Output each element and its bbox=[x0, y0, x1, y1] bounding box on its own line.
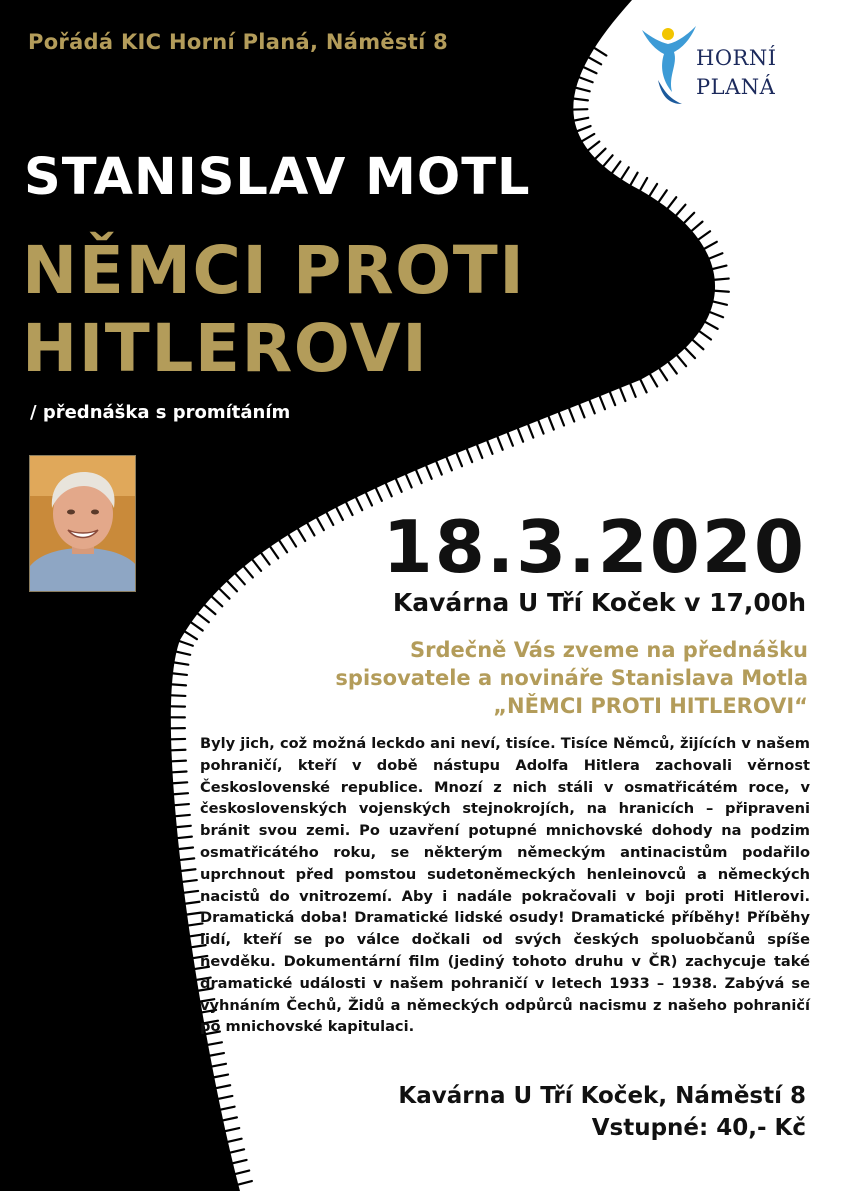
tick-mark bbox=[590, 400, 595, 413]
venue-address: Kavárna U Tří Koček, Náměstí 8 bbox=[398, 1083, 806, 1109]
tick-mark bbox=[582, 134, 594, 141]
tick-mark bbox=[177, 826, 191, 827]
tick-mark bbox=[700, 331, 711, 339]
tick-mark bbox=[576, 88, 590, 92]
event-title-line2: HITLEROVI bbox=[22, 310, 429, 387]
tick-mark bbox=[298, 529, 305, 541]
tick-mark bbox=[574, 118, 588, 121]
tick-mark bbox=[406, 475, 412, 488]
tick-mark bbox=[376, 488, 382, 501]
tick-mark bbox=[620, 388, 625, 401]
tick-mark bbox=[223, 1117, 237, 1120]
tick-mark bbox=[467, 449, 472, 462]
horni-plana-logo bbox=[638, 20, 828, 110]
tick-mark bbox=[173, 771, 187, 772]
tick-mark bbox=[317, 518, 324, 530]
tick-mark bbox=[559, 413, 564, 426]
tick-mark bbox=[426, 466, 431, 479]
invitation-line1: Srdečně Vás zveme na přednášku bbox=[409, 638, 808, 662]
tick-mark bbox=[600, 396, 605, 409]
tick-mark bbox=[178, 837, 192, 838]
tick-mark bbox=[244, 567, 253, 578]
tick-mark bbox=[212, 597, 222, 606]
tick-mark bbox=[216, 1085, 230, 1088]
tick-mark bbox=[595, 48, 607, 55]
tick-mark bbox=[221, 1107, 235, 1110]
tick-mark bbox=[183, 880, 197, 882]
tick-mark bbox=[487, 441, 492, 454]
tick-mark bbox=[589, 57, 601, 64]
tick-mark bbox=[366, 493, 372, 506]
admission-price: Vstupné: 40,- Kč bbox=[591, 1115, 806, 1141]
tick-mark bbox=[172, 761, 186, 762]
tick-mark bbox=[228, 1139, 242, 1142]
tick-mark bbox=[574, 99, 588, 101]
tick-mark bbox=[659, 190, 667, 202]
tick-mark bbox=[261, 553, 269, 564]
tick-mark bbox=[171, 750, 185, 751]
organizer-line: Pořádá KIC Horní Planá, Náměstí 8 bbox=[28, 30, 449, 54]
invitation-line2: spisovatele a novináře Stanislava Motla bbox=[335, 666, 808, 690]
tick-mark bbox=[596, 149, 606, 159]
tick-mark bbox=[668, 197, 677, 208]
tick-mark bbox=[715, 279, 729, 280]
tick-mark bbox=[518, 429, 523, 442]
tick-mark bbox=[186, 902, 200, 904]
tick-mark bbox=[604, 155, 613, 166]
tick-mark bbox=[182, 869, 196, 871]
tick-mark bbox=[705, 322, 717, 329]
tick-mark bbox=[356, 498, 362, 511]
tick-mark bbox=[610, 392, 615, 405]
event-subtitle: / přednáška s promítáním bbox=[30, 402, 291, 423]
tick-mark bbox=[327, 513, 334, 525]
tick-mark bbox=[569, 408, 574, 421]
tick-mark bbox=[214, 1075, 228, 1078]
tick-mark bbox=[396, 479, 402, 492]
event-description: Byly jich, což možná leckdo ani neví, tisíce. Tisíce Němců, žijících v našem pohraničí, kteří v době nástupu Adolfa Hitlera zachovali věrnost Československé republice. Mnozí z nich stáli v osmatřicátém roce, v československých vojenských stejnokrojích, na hranicích – připraveni bránit svou zemi. Po uzavření potupné mnichovské dohody na podzim osmatřicátého roku, se některým německým antinacistům podařilo uprchnout před pomstou sudetoněmeckých henleinovců a německých nacistů do vnitrozemí. Aby i nadále pokračovali v boji proti Hitlerovi. Dramatická doba! Dramatické lidské osudy! Dramatické příběhy! Příběhy lidí, kteří se po válce dočkali od svých českých spoluobčanů spíše nevděku. Dokumentární film (jediný tohoto druhu v ČR) zachycuje také dramatické události v našem pohraničí v letech 1933 – 1938. Zabývá se vyhnáním Čechů, Židů a německých odpůrců nacismu z našeho pohraničí po mnichovské kapitulaci. bbox=[200, 735, 810, 1036]
tick-mark bbox=[705, 242, 717, 249]
tick-mark bbox=[715, 291, 729, 292]
tick-mark bbox=[307, 523, 314, 535]
tick-mark bbox=[685, 348, 695, 358]
tick-mark bbox=[669, 362, 677, 373]
tick-mark bbox=[253, 560, 262, 571]
tick-mark bbox=[171, 695, 185, 696]
tick-mark bbox=[693, 340, 704, 349]
tick-mark bbox=[220, 589, 230, 599]
tick-mark bbox=[212, 1064, 226, 1067]
tick-mark bbox=[187, 913, 201, 915]
tick-mark bbox=[236, 574, 245, 585]
tick-mark bbox=[588, 142, 599, 151]
invitation-text bbox=[188, 636, 808, 720]
tick-mark bbox=[289, 535, 296, 547]
speaker-name: STANISLAV MOTL bbox=[24, 148, 531, 207]
tick-mark bbox=[579, 404, 584, 417]
swimmer-logo-icon bbox=[638, 20, 698, 110]
tick-mark bbox=[640, 178, 647, 190]
tick-mark bbox=[684, 213, 694, 223]
tick-mark bbox=[346, 503, 352, 516]
tick-mark bbox=[208, 1042, 222, 1045]
tick-mark bbox=[205, 605, 216, 614]
tick-mark bbox=[713, 266, 727, 269]
tick-mark bbox=[538, 421, 543, 434]
tick-mark bbox=[710, 312, 723, 317]
tick-mark bbox=[336, 508, 342, 520]
tick-mark bbox=[198, 614, 209, 623]
tick-mark bbox=[173, 673, 187, 675]
tick-mark bbox=[457, 453, 462, 466]
tick-mark bbox=[176, 815, 190, 816]
event-title bbox=[22, 232, 662, 388]
tick-mark bbox=[447, 457, 452, 470]
tick-mark bbox=[676, 205, 685, 216]
tick-mark bbox=[236, 1171, 250, 1174]
tick-mark bbox=[172, 684, 186, 685]
tick-mark bbox=[621, 167, 629, 179]
invitation-line3: „NĚMCI PROTI HITLEROVI“ bbox=[493, 694, 808, 718]
tick-mark bbox=[179, 847, 193, 849]
logo-text-line2: PLANÁ bbox=[696, 75, 776, 99]
speaker-photo bbox=[29, 455, 136, 592]
tick-mark bbox=[174, 793, 188, 794]
tick-mark bbox=[416, 470, 422, 483]
tick-mark bbox=[692, 222, 703, 231]
tick-mark bbox=[219, 1096, 233, 1099]
venue-and-time: Kavárna U Tří Koček v 17,00h bbox=[392, 588, 806, 617]
tick-mark bbox=[498, 437, 503, 450]
tick-mark bbox=[631, 173, 638, 185]
tick-mark bbox=[477, 445, 482, 458]
tick-mark bbox=[386, 484, 392, 497]
tick-mark bbox=[233, 1160, 247, 1163]
tick-mark bbox=[577, 126, 590, 131]
tick-mark bbox=[184, 891, 198, 893]
tick-mark bbox=[173, 782, 187, 783]
tick-mark bbox=[238, 1181, 252, 1185]
tick-mark bbox=[650, 184, 657, 196]
tick-mark bbox=[270, 547, 278, 558]
tick-mark bbox=[210, 1053, 224, 1056]
tick-mark bbox=[180, 858, 194, 860]
tick-mark bbox=[584, 67, 597, 73]
tick-mark bbox=[713, 302, 727, 305]
tick-mark bbox=[677, 355, 686, 366]
tick-mark bbox=[580, 77, 593, 82]
event-date: 18.3.2020 bbox=[382, 505, 806, 589]
tick-mark bbox=[436, 462, 441, 475]
logo-text-line1: HORNÍ bbox=[696, 46, 777, 70]
tick-mark bbox=[230, 1149, 244, 1152]
tick-mark bbox=[549, 417, 554, 430]
tick-mark bbox=[227, 581, 237, 591]
tick-mark bbox=[226, 1128, 240, 1131]
tick-mark bbox=[709, 253, 722, 258]
tick-mark bbox=[174, 662, 188, 664]
tick-mark bbox=[612, 162, 620, 173]
event-title-line1: NĚMCI PROTI bbox=[22, 232, 526, 309]
speaker-portrait-illustration bbox=[30, 456, 136, 592]
tick-mark bbox=[699, 231, 710, 239]
tick-mark bbox=[175, 804, 189, 805]
tick-mark bbox=[279, 541, 287, 553]
tick-mark bbox=[528, 425, 533, 438]
tick-mark bbox=[191, 623, 202, 631]
tick-mark bbox=[508, 433, 513, 446]
